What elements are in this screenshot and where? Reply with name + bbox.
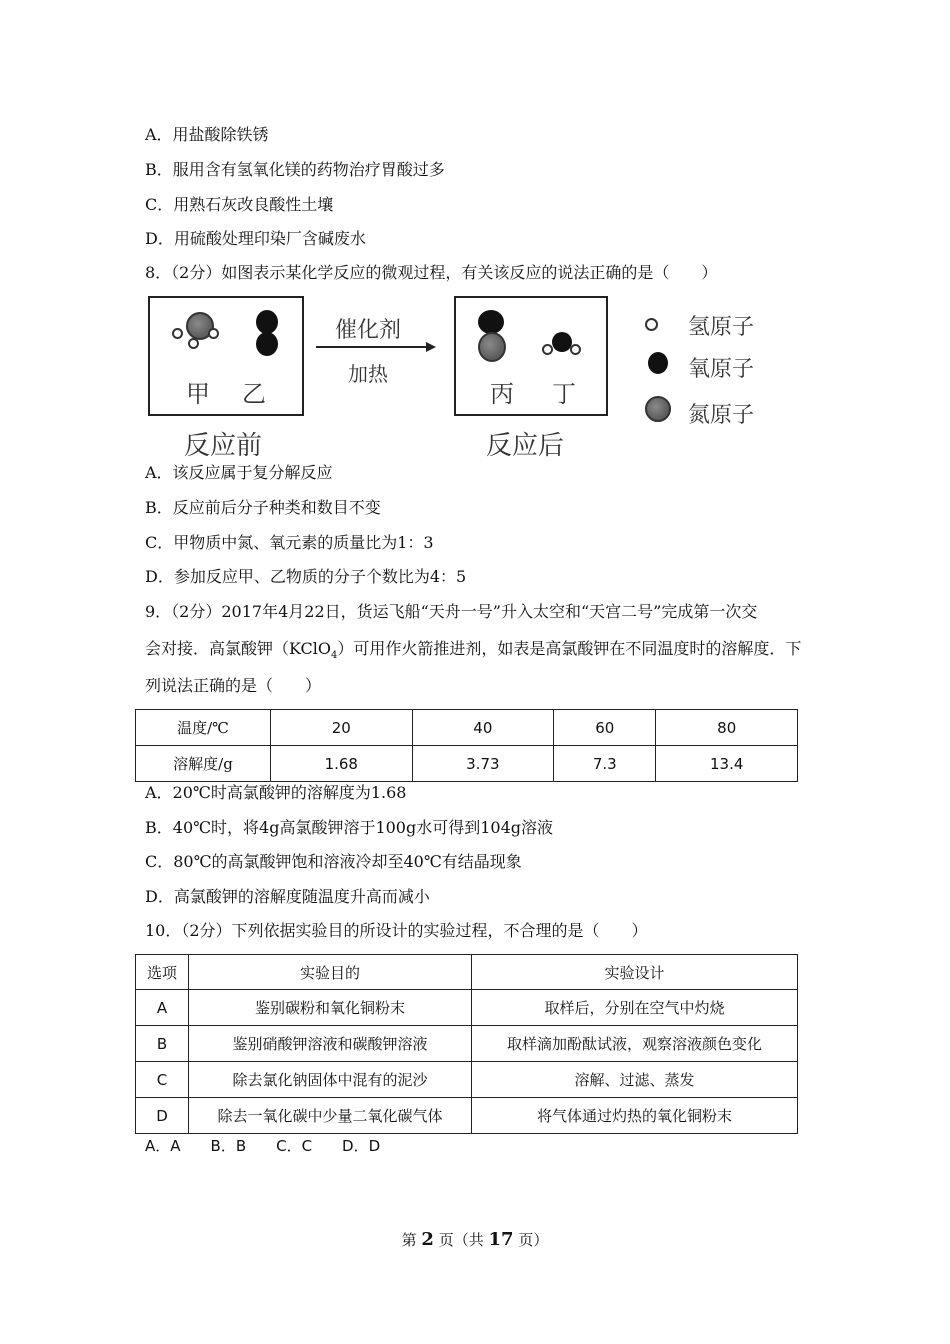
table-cell: 7.3: [554, 746, 656, 782]
table-cell: 20: [271, 710, 413, 746]
table-header-option: 选项: [136, 955, 189, 990]
hydrogen-atom-icon: [208, 328, 219, 339]
footer-pre: 第: [401, 1231, 417, 1249]
hydrogen-legend-icon: [645, 318, 658, 331]
condition-heat: 加热: [348, 362, 388, 386]
experiment-table: [135, 954, 798, 1134]
table-cell: B: [136, 1026, 189, 1062]
table-cell: 除去一氧化碳中少量二氧化碳气体: [189, 1098, 472, 1134]
q9-stem-line2-pre: 会对接．高氯酸钾（KClO: [145, 639, 332, 658]
table-row: [136, 1062, 798, 1098]
table-header-temperature: 温度/℃: [136, 710, 271, 746]
q8-option-a: A．该反应属于复分解反应: [145, 463, 333, 482]
q9-option-b: B．40℃时，将4g高氯酸钾溶于100g水可得到104g溶液: [145, 818, 554, 837]
solubility-table: [135, 709, 798, 782]
q9-stem-line1: 9．（2分）2017年4月22日，货运飞船“天舟一号”升入太空和“天宫二号”完成第一次交: [145, 602, 758, 621]
hydrogen-atom-icon: [542, 344, 553, 355]
q9-stem-line2-post: ）可用作火箭推进剂，如表是高氯酸钾在不同温度时的溶解度．下: [337, 639, 802, 658]
legend-hydrogen: 氢原子: [688, 315, 755, 340]
table-row: [136, 1098, 798, 1134]
label-yi: 乙: [242, 380, 266, 408]
reaction-arrow-icon: [314, 340, 438, 354]
after-box: [454, 296, 608, 416]
table-cell: D: [136, 1098, 189, 1134]
oxygen-atom-icon: [256, 310, 278, 334]
table-cell: 3.73: [412, 746, 554, 782]
table-cell: C: [136, 1062, 189, 1098]
table-cell: 取样后，分别在空气中灼烧: [472, 990, 798, 1026]
before-box: [148, 296, 304, 416]
legend-oxygen: 氧原子: [688, 357, 755, 382]
q9-option-c: C．80℃的高氯酸钾饱和溶液冷却至40℃有结晶现象: [145, 852, 522, 871]
q8-option-d: D．参加反应甲、乙物质的分子个数比为4：5: [145, 567, 467, 586]
q8-option-c: C．甲物质中氮、氧元素的质量比为1：3: [145, 533, 434, 552]
nitrogen-atom-icon: [478, 332, 506, 362]
q9-option-d: D．高氯酸钾的溶解度随温度升高而减小: [145, 887, 430, 906]
q9-option-a: A．20℃时高氯酸钾的溶解度为1.68: [145, 783, 407, 802]
footer-mid: 页（共: [438, 1231, 484, 1249]
table-header-design: 实验设计: [472, 955, 798, 990]
table-row: [136, 990, 798, 1026]
table-header-purpose: 实验目的: [189, 955, 472, 990]
table-cell: 将气体通过灼热的氧化铜粉末: [472, 1098, 798, 1134]
table-cell: 溶解、过滤、蒸发: [472, 1062, 798, 1098]
table-cell: 13.4: [656, 746, 798, 782]
table-row: [136, 955, 798, 990]
q9-stem-line2: [145, 639, 801, 666]
table-cell: 40: [412, 710, 554, 746]
table-row: [136, 710, 798, 746]
nitrogen-legend-icon: [645, 396, 671, 422]
table-cell: 80: [656, 710, 798, 746]
page-number: 2: [421, 1229, 434, 1250]
table-row: [136, 746, 798, 782]
table-cell: 取样滴加酚酞试液，观察溶液颜色变化: [472, 1026, 798, 1062]
hydrogen-atom-icon: [172, 328, 183, 339]
hydrogen-atom-icon: [188, 338, 199, 349]
oxygen-atom-icon: [552, 332, 572, 352]
oxygen-atom-icon: [256, 332, 278, 356]
q7-option-a: A．用盐酸除铁锈: [145, 125, 269, 144]
q8-stem: 8．（2分）如图表示某化学反应的微观过程，有关该反应的说法正确的是（ ）: [145, 263, 718, 282]
q9-stem-line3: 列说法正确的是（ ）: [145, 676, 322, 695]
table-cell: 鉴别碳粉和氧化铜粉末: [189, 990, 472, 1026]
label-after: 反应后: [486, 431, 565, 461]
table-cell: 除去氯化钠固体中混有的泥沙: [189, 1062, 472, 1098]
q9-stem-line2-sub: 4: [331, 650, 338, 662]
q10-stem: 10．（2分）下列依据实验目的所设计的实验过程，不合理的是（ ）: [145, 921, 648, 940]
total-pages: 17: [488, 1229, 514, 1250]
label-bing: 丙: [490, 380, 514, 408]
q8-option-b: B．反应前后分子种类和数目不变: [145, 498, 381, 517]
q10-options: A．A B．B C．C D．D: [145, 1137, 381, 1155]
footer-post: 页）: [518, 1231, 549, 1249]
label-before: 反应前: [184, 431, 263, 461]
q7-option-d: D．用硫酸处理印染厂含碱废水: [145, 229, 366, 248]
condition-catalyst: 催化剂: [335, 318, 402, 343]
table-cell: 60: [554, 710, 656, 746]
page-footer: [0, 1229, 950, 1250]
table-cell: A: [136, 990, 189, 1026]
q7-option-b: B．服用含有氢氧化镁的药物治疗胃酸过多: [145, 160, 445, 179]
hydrogen-atom-icon: [570, 344, 581, 355]
table-cell: 鉴别硝酸钾溶液和碳酸钾溶液: [189, 1026, 472, 1062]
oxygen-atom-icon: [478, 310, 504, 334]
label-jia: 甲: [186, 380, 210, 408]
legend-nitrogen: 氮原子: [688, 403, 755, 428]
table-header-solubility: 溶解度/g: [136, 746, 271, 782]
table-row: [136, 1026, 798, 1062]
table-cell: 1.68: [271, 746, 413, 782]
oxygen-legend-icon: [648, 352, 668, 374]
label-ding: 丁: [552, 380, 576, 408]
q7-option-c: C．用熟石灰改良酸性土壤: [145, 195, 334, 214]
